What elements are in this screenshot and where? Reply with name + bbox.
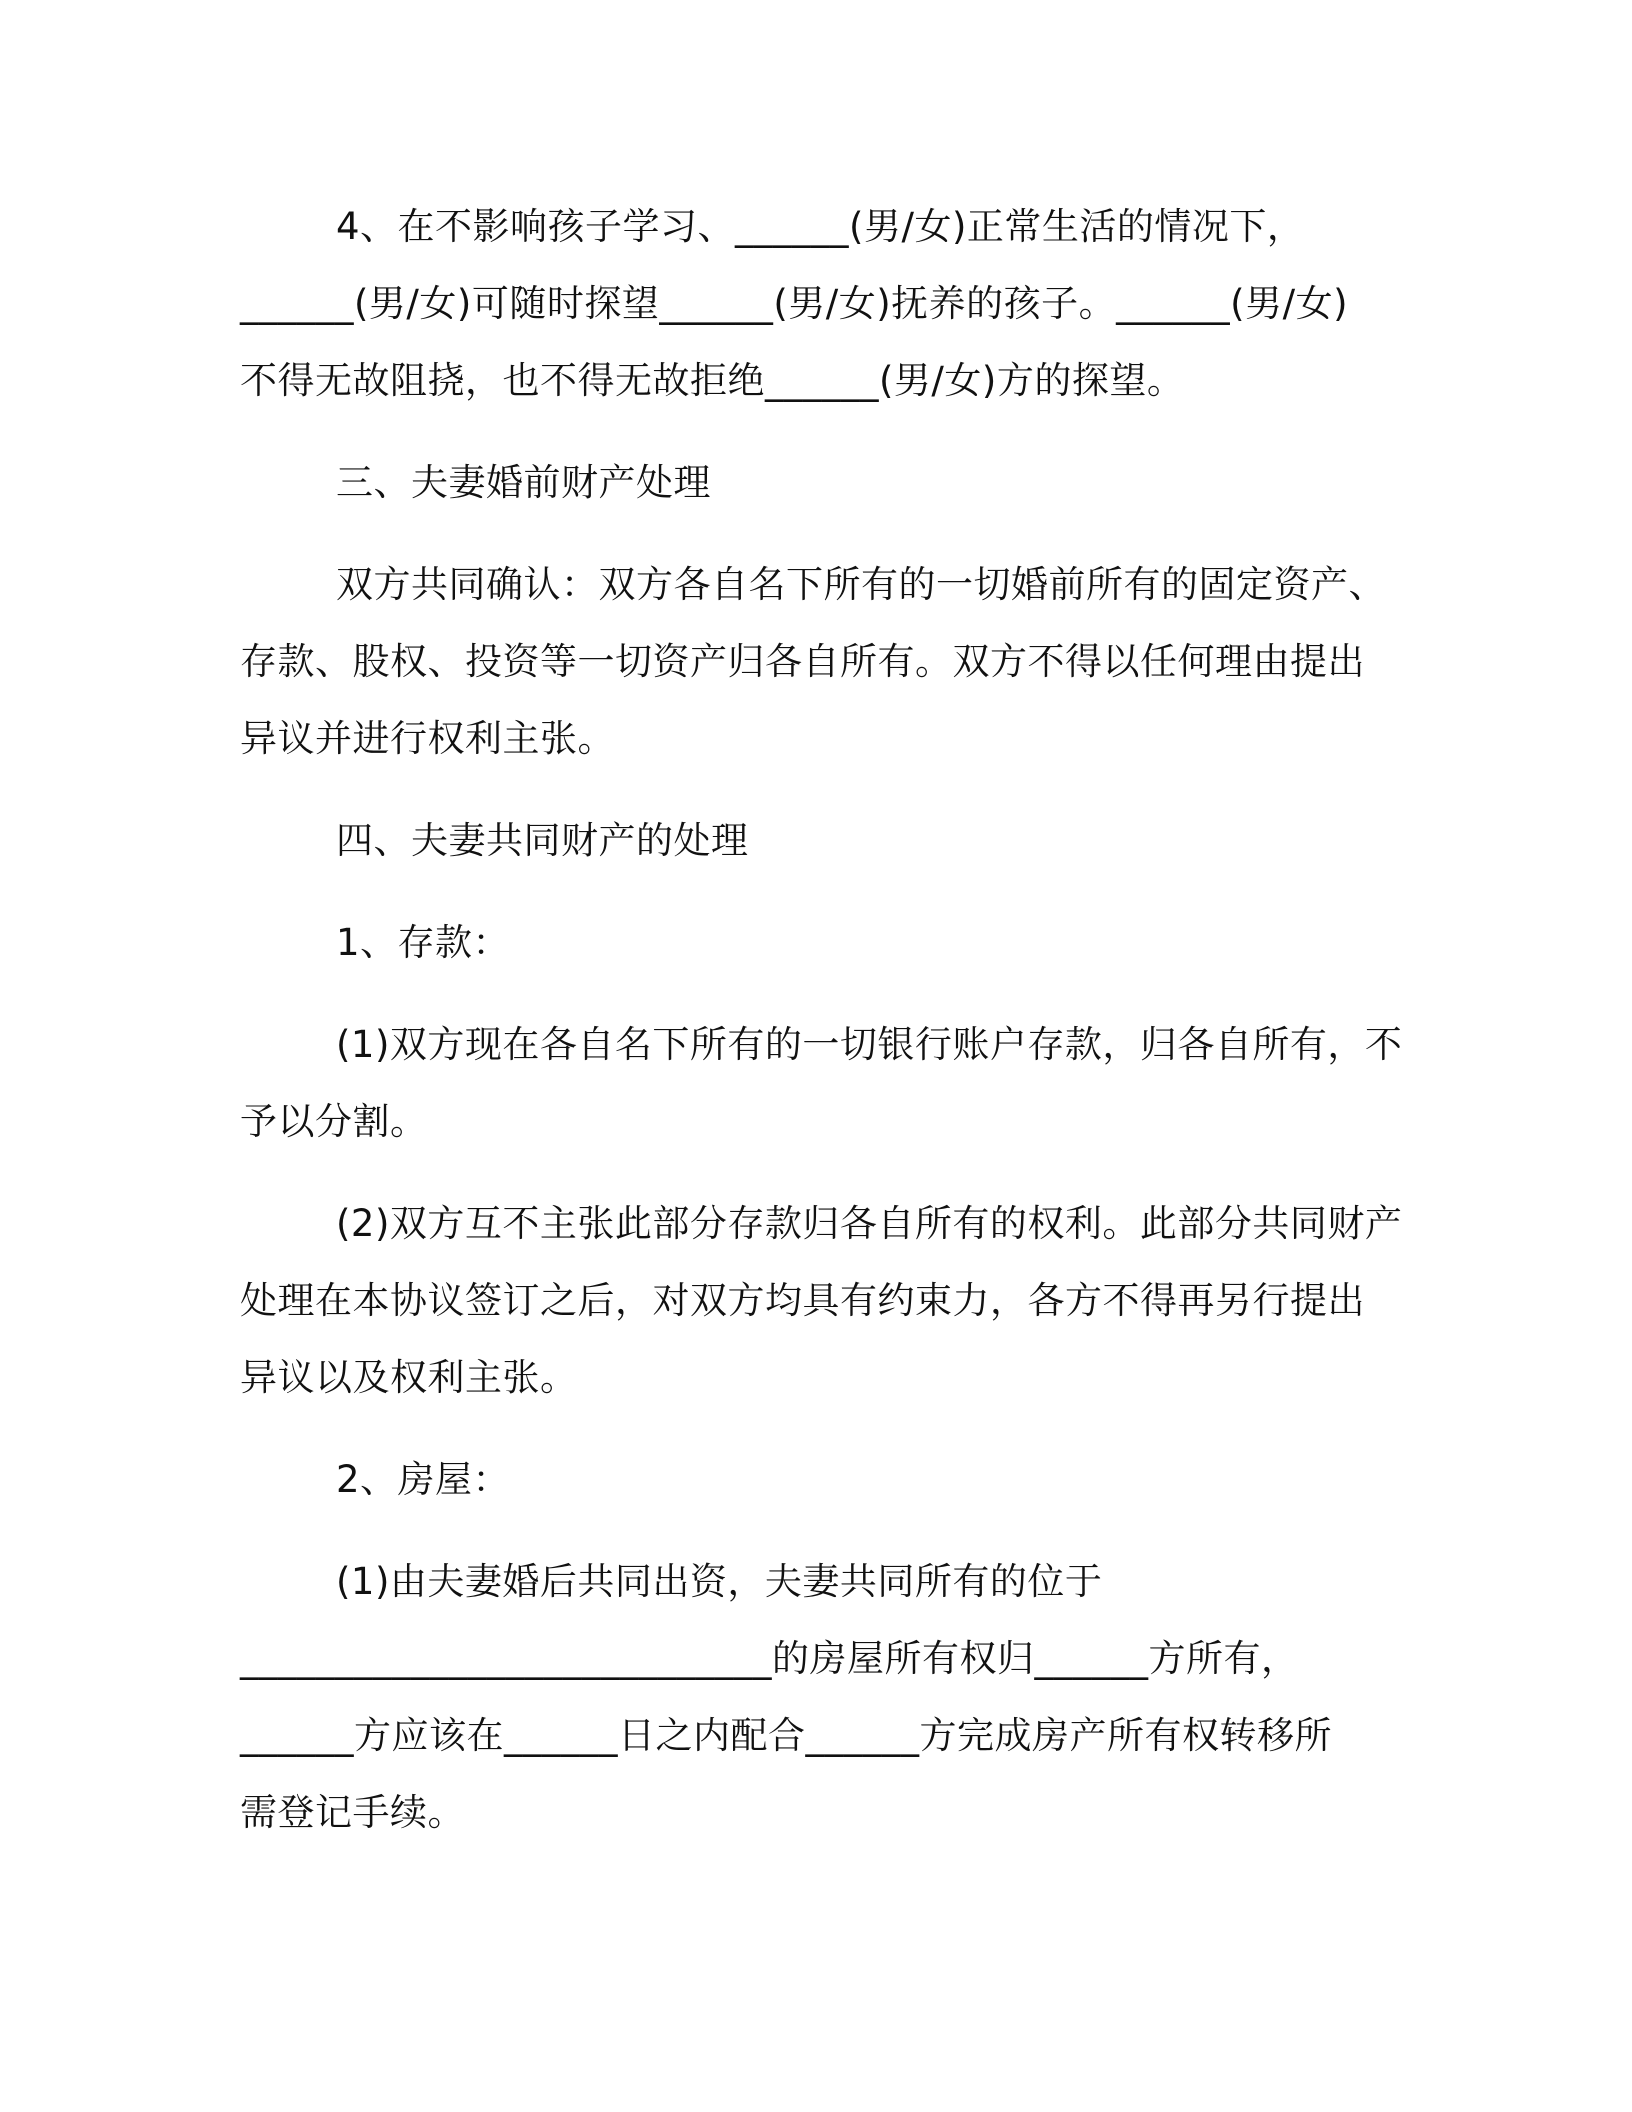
text-line: 三、夫妻婚前财产处理 bbox=[336, 461, 711, 504]
paragraph bbox=[240, 1006, 1403, 1160]
text-line: ____________________________的房屋所有权归______方所有， bbox=[240, 1637, 1299, 1680]
text-line: 双方共同确认：双方各自名下所有的一切婚前所有的固定资产、 bbox=[336, 563, 1386, 606]
paragraph bbox=[240, 546, 1386, 777]
text-line: 4、在不影响孩子学习、______(男/女)正常生活的情况下， bbox=[336, 205, 1305, 248]
paragraph bbox=[240, 188, 1380, 419]
paragraph bbox=[240, 1543, 1380, 1851]
section-heading bbox=[240, 802, 1380, 879]
text-line: 不得无故阻挠，也不得无故拒绝______(男/女)方的探望。 bbox=[240, 359, 1185, 402]
text-line: (1)由夫妻婚后共同出资，夫妻共同所有的位于 bbox=[336, 1560, 1103, 1603]
section-heading bbox=[240, 904, 1380, 981]
text-line: 1、存款： bbox=[336, 921, 511, 964]
text-line: 四、夫妻共同财产的处理 bbox=[336, 819, 749, 862]
text-line: 2、房屋： bbox=[336, 1458, 511, 1501]
text-line: 需登记手续。 bbox=[240, 1791, 465, 1834]
text-line: 处理在本协议签订之后，对双方均具有约束力，各方不得再另行提出 bbox=[240, 1279, 1365, 1322]
text-line: ______(男/女)可随时探望______(男/女)抚养的孩子。______(男/女) bbox=[240, 282, 1349, 325]
section-heading bbox=[240, 1441, 1380, 1518]
paragraph bbox=[240, 1185, 1403, 1416]
text-line: (1)双方现在各自名下所有的一切银行账户存款，归各自所有，不 bbox=[336, 1023, 1403, 1066]
text-line: 异议并进行权利主张。 bbox=[240, 717, 615, 760]
text-line: 予以分割。 bbox=[240, 1100, 428, 1143]
section-heading bbox=[240, 444, 1380, 521]
text-line: ______方应该在______日之内配合______方完成房产所有权转移所 bbox=[240, 1714, 1332, 1757]
text-line: 异议以及权利主张。 bbox=[240, 1356, 578, 1399]
text-line: 存款、股权、投资等一切资产归各自所有。双方不得以任何理由提出 bbox=[240, 640, 1365, 683]
document-page bbox=[240, 188, 1403, 1876]
text-line: (2)双方互不主张此部分存款归各自所有的权利。此部分共同财产 bbox=[336, 1202, 1403, 1245]
document-body bbox=[240, 188, 1403, 1851]
